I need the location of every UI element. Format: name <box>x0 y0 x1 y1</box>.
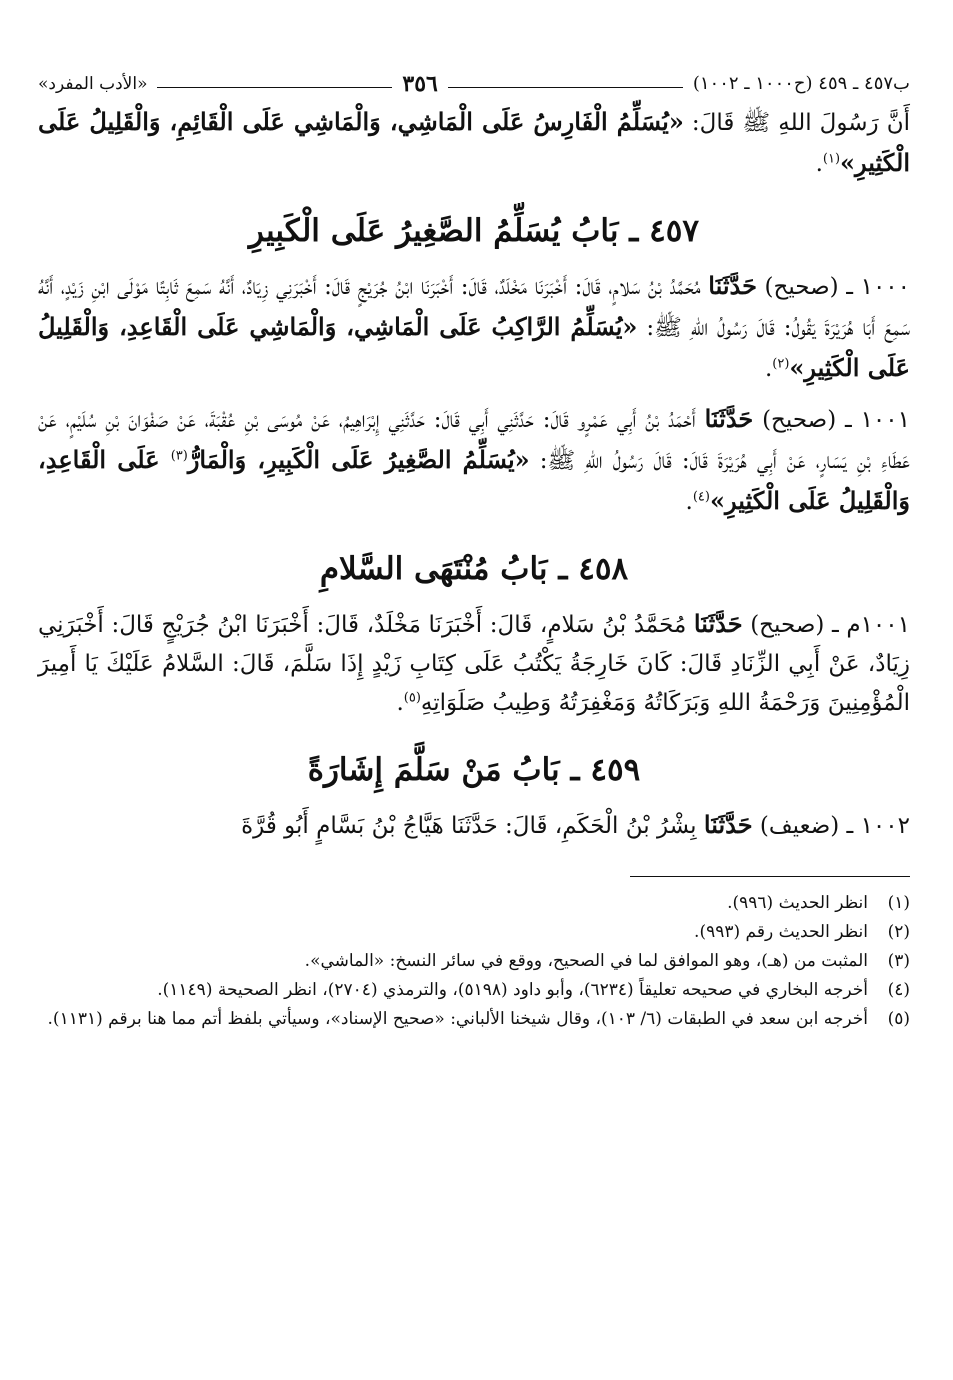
intro-paragraph <box>38 102 910 184</box>
footnote-number: (٤) <box>887 980 910 1000</box>
header-rule <box>157 87 392 88</box>
header-rule <box>448 87 683 88</box>
footnote-text: انظر الحديث رقم (٩٩٣). <box>694 922 868 942</box>
sentence-end: . <box>396 690 404 716</box>
hadith-1001m <box>38 604 910 723</box>
chapter-heading-459: ٤٥٩ ـ بَابُ مَنْ سَلَّمَ إِشَارَةً <box>307 752 641 788</box>
hadith-1000 <box>38 266 910 389</box>
sentence-end: . <box>685 489 693 515</box>
haddathana: حَدَّثَنَا <box>704 404 754 433</box>
footnote-number: (٣) <box>887 951 910 971</box>
haddathana: حَدَّثَنَا <box>708 271 757 300</box>
hadith-quote: «يُسَلِّمُ الصَّغِيرُ عَلَى الْكَبِيرِ، وَالْمَارُّ <box>187 445 530 474</box>
book-title: «الأدب المفرد» <box>37 74 148 94</box>
hadith-number: ١٠٠١م ـ (صحيح) <box>742 612 910 638</box>
footnote-item <box>38 1005 910 1034</box>
footnotes <box>38 889 910 1034</box>
footnote-ref: (٥) <box>403 690 421 706</box>
footnote-ref: (٣) <box>170 448 188 464</box>
footnote-number: (١) <box>887 893 910 913</box>
hadith-chain: مُحَمَّدُ بْنُ سَلامٍ، قَالَ: أَخْبَرَنَا مَخْلَدٌ، قَالَ: أَخْبَرَنَا ابْنُ جُرَيْجٍ قَالَ: أَخْبَرَنِي زِيَادٌ، عَنْ أَبِي الزِّنَادِ قَالَ: كَانَ خَارِجَةُ يَكْتُبُ عَلَى كِتَابِ زَيْدٍ إِذَا سَلَّمَ، قَالَ: السَّلامُ عَلَيْكَ يَا أَمِيرَ الْمُؤْمِنِينَ وَرَحْمَةُ اللهِ وَبَرَكَاتُهُ وَمَغْفِرَتُهُ وَطِيبُ صَلَوَاتِهِ <box>38 612 910 716</box>
sentence-end: . <box>764 356 773 382</box>
intro-quote: «يُسَلِّمُ الْفَارِسُ عَلَى الْمَاشِي، وَالْمَاشِي عَلَى الْقَائِمِ، وَالْقَلِيلُ عَلَى الْكَثِيرِ» <box>38 107 910 177</box>
hadith-quote: «يُسَلِّمُ الرَّاكِبُ عَلَى الْمَاشِي، وَالْمَاشِي عَلَى الْقَاعِدِ، وَالْقَلِيلُ عَلَى الْكَثِيرِ» <box>38 312 910 382</box>
intro-lead: أَنَّ رَسُولَ اللهِ ﷺ قَالَ: <box>683 110 910 136</box>
chapter-heading-458: ٤٥٨ ـ بَابُ مُنْتَهَى السَّلامِ <box>319 551 629 587</box>
footnote-number: (٥) <box>887 1009 910 1029</box>
footnote-text: أخرجه البخاري في صحيحه تعليقاً (٦٢٣٤)، وأبو داود (٥١٩٨)، والترمذي (٢٧٠٤)، انظر الصحيحة (١١٤٩). <box>157 980 868 1000</box>
hadith-number: ١٠٠٢ ـ (ضعيف) <box>752 813 910 839</box>
footnote-ref: (٢) <box>772 356 790 372</box>
page-number: ٣٥٦ <box>402 71 438 97</box>
footnote-divider <box>630 876 910 877</box>
running-header <box>38 70 910 98</box>
chapter-heading-457: ٤٥٧ ـ بَابُ يُسَلِّمُ الصَّغِيرُ عَلَى الْكَبِيرِ <box>248 213 700 249</box>
footnote-ref: (١) <box>822 151 841 167</box>
book-page <box>38 70 910 1034</box>
sentence-end: . <box>815 151 823 177</box>
footnote-item <box>38 976 910 1005</box>
footnote-item <box>38 889 910 918</box>
footnote-item <box>38 947 910 976</box>
haddathana: حَدَّثَنَا <box>693 609 743 638</box>
hadith-number: ١٠٠١ ـ (صحيح) <box>753 407 910 433</box>
hadith-1002 <box>38 805 910 846</box>
hadith-chain: أَحْمَدُ بْنُ أَبِي عَمْرٍو قَالَ: حَدَّثَنِي أَبِي قَالَ: حَدَّثَنِي إِبْرَاهِيمُ، عَنْ مُوسَى بْنِ عُقْبَةَ، عَنْ صَفْوَانَ بْنِ سُلَيْمٍ، عَنْ عَطَاءِ بْنِ يَسَارٍ، عَنْ أَبِي هُرَيْرَةَ قَالَ: قَالَ رَسُولُ اللهِ ﷺ: <box>38 407 910 474</box>
footnote-item <box>38 918 910 947</box>
hadith-1001 <box>38 399 910 522</box>
hadith-quote: عَلَى الْقَاعِدِ، وَالْقَلِيلُ عَلَى الْكَثِيرِ» <box>38 445 910 515</box>
header-hadith-range: ب٤٥٧ ـ ٤٥٩ (ح١٠٠٠ ـ ١٠٠٢) <box>692 73 910 94</box>
haddathana: حَدَّثَنَا <box>703 810 753 839</box>
hadith-number: ١٠٠٠ ـ (صحيح) <box>756 274 911 300</box>
hadith-chain: بِشْرُ بْنُ الْحَكَمِ، قَالَ: حَدَّثَنَا هَيَّاجُ بْنُ بَسَّامٍ أَبُو قُرَّةَ <box>241 813 704 839</box>
footnote-ref: (٤) <box>692 489 710 505</box>
footnote-text: المثبت من (هـ)، وهو الموافق لما في الصحيح، ووقع في سائر النسخ: «الماشي». <box>304 951 868 971</box>
footnote-text: انظر الحديث (٩٩٦). <box>727 893 868 913</box>
footnote-number: (٢) <box>887 922 910 942</box>
footnote-text: أخرجه ابن سعد في الطبقات (٦/ ١٠٣)، وقال شيخنا الألباني: «صحيح الإسناد»، وسيأتي بلفظ أتم مما هنا برقم (١١٣١). <box>47 1009 868 1029</box>
hadith-chain: مُحَمَّدُ بْنُ سَلامٍ، قَالَ: أَخْبَرَنَا مَخْلَدٌ، قَالَ: أَخْبَرَنَا ابْنُ جُرَيْجٍ قَالَ: أَخْبَرَنِي زِيَادٌ، أَنَّهُ سَمِعَ ثَابِتًا مَوْلَى ابْنِ زَيْدٍ، أَنَّهُ سَمِعَ أَبَا هُرَيْرَةَ يَقُولُ: قَالَ رَسُولُ اللهِ ﷺ: <box>38 274 910 341</box>
